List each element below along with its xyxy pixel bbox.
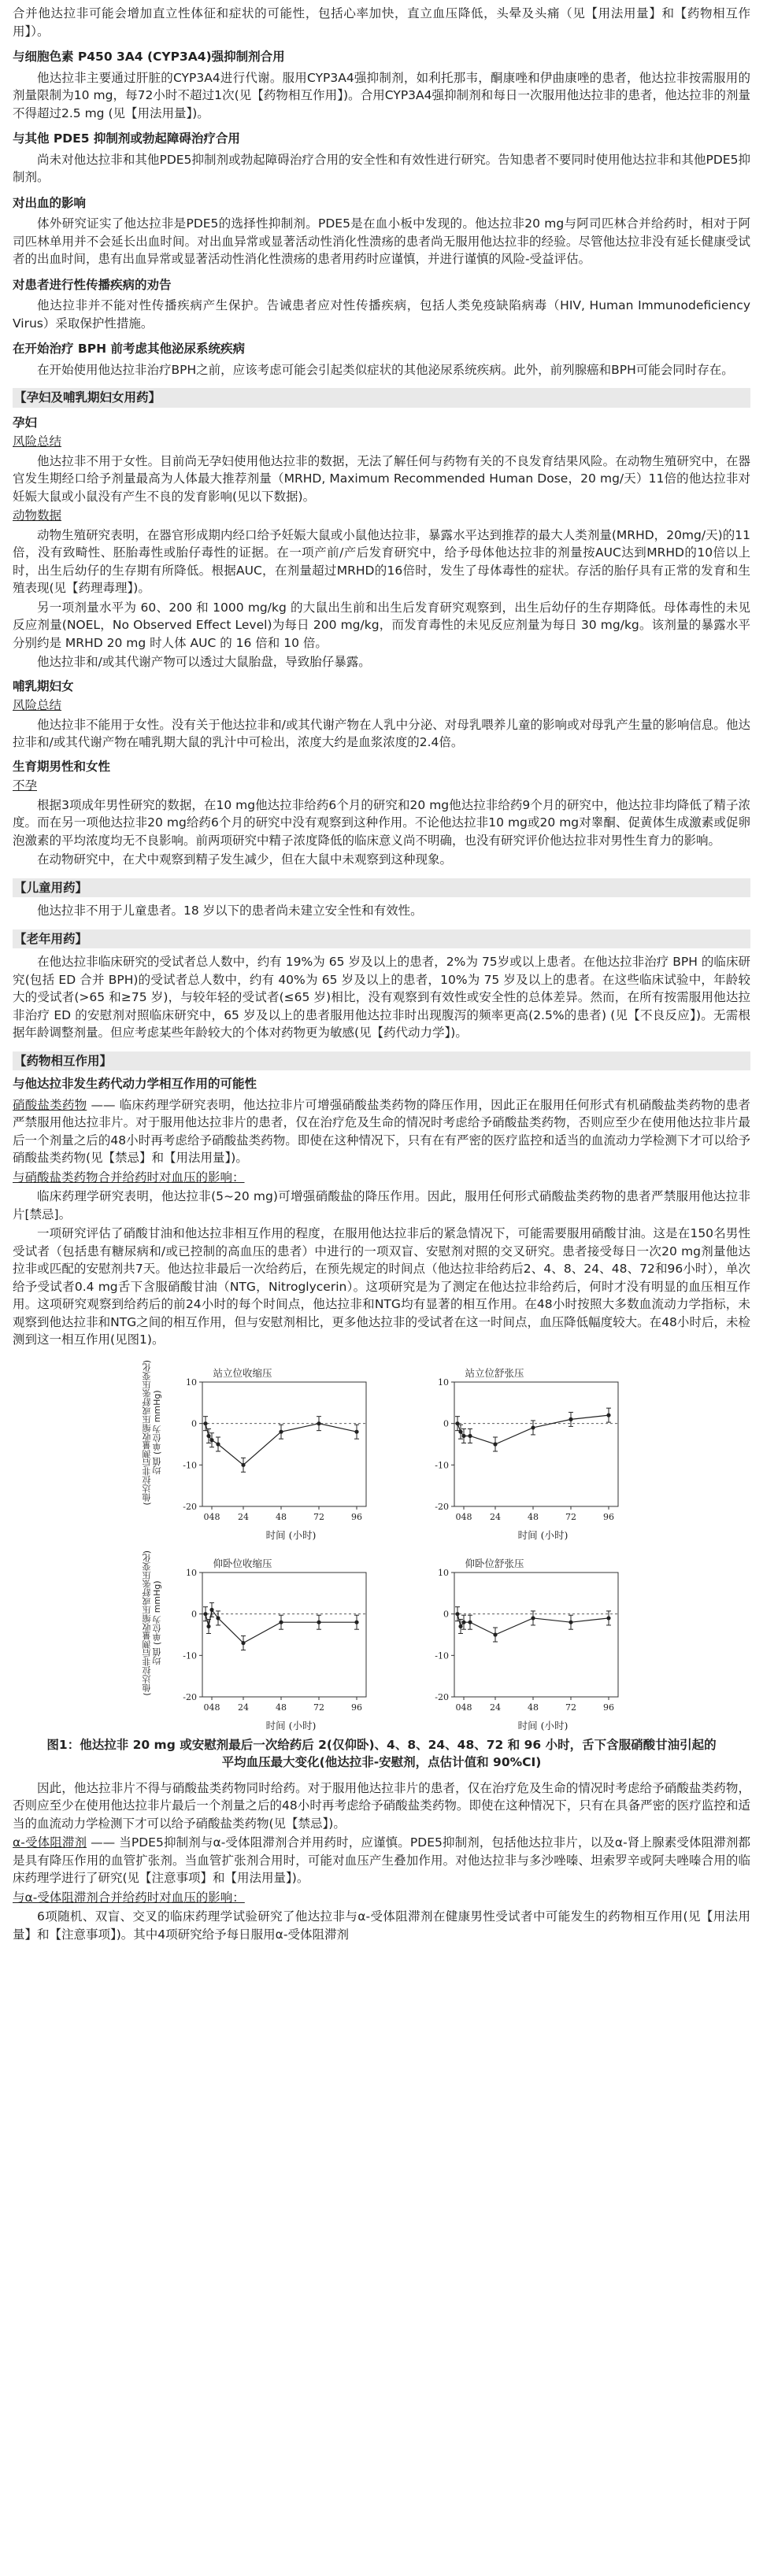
- x-tick-label: 96: [350, 1511, 362, 1522]
- x-tick-label: 48: [527, 1511, 539, 1522]
- paragraph-animal-2: 另一项剂量水平为 60、200 和 1000 mg/kg 的大鼠出生前和出生后发育研究观察到，出生后幼仔的生存期降低。母体毒性的未见反应剂量(NOEL，No Observed Effect Level)为每日 200 mg/kg，而发育毒性的未见反应剂量为每日 30 mg/kg。该剂量的暴露水平分别约是 MRHD 20 mg 时人体 AUC 的 16 倍和 10 倍。: [13, 600, 750, 650]
- subheading-pk-interactions: 与他达拉非发生药代动力学相互作用的可能性: [13, 1077, 257, 1091]
- plot-frame: [202, 1382, 366, 1506]
- y-axis-label-2: 均值 (单位为 mmHg): [151, 1580, 162, 1666]
- chart-title: 仰卧位收缩压: [213, 1557, 272, 1569]
- y-tick-label: 0: [443, 1418, 449, 1429]
- paragraph-alpha-blockers: [13, 1834, 750, 1887]
- data-point: [216, 1442, 220, 1446]
- y-tick-label: 10: [437, 1567, 449, 1578]
- data-point: [461, 1620, 465, 1624]
- data-point: [216, 1616, 220, 1620]
- data-point: [531, 1425, 535, 1429]
- y-tick-label: -20: [182, 1691, 197, 1702]
- data-point: [458, 1429, 462, 1433]
- paragraph-fertility-1: 根据3项成年男性研究的数据，在10 mg他达拉非给药6个月的研究和20 mg他达拉非给药9个月的研究中，他达拉非均降低了精子浓度。而在另一项他达拉非20 mg给药6个月的研究中没有观察到这种作用。不论他达拉非10 mg或20 mg对睾酮、促黄体生成激素或促卵泡激素的平均浓度均无不良影响。前两项研究中精子浓度降低的临床意义尚不明确，也没有研究评价他达拉非对男性生育力的影响。: [13, 797, 750, 848]
- section-header-pregnancy: 【孕妇及哺乳期妇女用药】: [13, 388, 750, 408]
- subheading-fertility: 生育期男性和女性: [13, 759, 111, 774]
- x-tick-label: 72: [565, 1702, 576, 1713]
- y-axis-label-1: (他达拉非后测量收缩压或舒张压变化): [141, 1360, 152, 1506]
- data-point: [455, 1612, 459, 1616]
- x-tick-label: 24: [489, 1511, 501, 1522]
- data-point: [461, 1433, 465, 1437]
- chart-title: 站立位舒张压: [465, 1366, 524, 1379]
- y-tick-label: -20: [434, 1501, 449, 1512]
- x-tick-label: 24: [237, 1702, 249, 1713]
- x-tick-label: 048: [203, 1511, 220, 1522]
- paragraph-animal-3: 他达拉非和/或其代谢产物可以透过大鼠胎盘，导致胎仔暴露。: [37, 655, 371, 669]
- data-point: [606, 1413, 610, 1417]
- paragraph-nitrates: [13, 1096, 750, 1167]
- data-point: [493, 1632, 497, 1636]
- paragraph-pediatric: 他达拉非不用于儿童患者。18 岁以下的患者尚未建立安全性和有效性。: [37, 904, 423, 918]
- y-tick-label: -10: [434, 1650, 449, 1661]
- data-point: [468, 1433, 472, 1437]
- paragraph-nitrate-bp-1: 临床药理学研究表明，他达拉非(5~20 mg)可增强硝酸盐的降压作用。因此，服用任何形式硝酸盐类药物的患者严禁服用他达拉非片[禁忌]。: [13, 1189, 750, 1221]
- x-tick-label: 72: [313, 1702, 324, 1713]
- intro-paragraph: 合并他达拉非可能会增加直立性体征和症状的可能性，包括心率加快，直立血压降低，头晕及头痛（见【用法用量】和【药物相互作用】）。: [13, 6, 750, 39]
- paragraph-nitrate-bp-2: 一项研究评估了硝酸甘油和他达拉非相互作用的程度，在服用他达拉非后的紧急情况下，可能需要服用硝酸甘油。这是在150名男性受试者（包括患有糖尿病和/或已控制的高血压的患者）中进行的一项双盲、安慰剂对照的交叉研究。患者接受每日一次20 mg剂量他达拉非或匹配的安慰剂共7天。他达拉非最后一次给药后，在预先规定的时间点（他达拉非给药后2、4、8、24、48、72和96小时），单次给予受试者0.4 mg舌下含服硝酸甘油（NTG，Nitroglycerin）。这项研究是为了测定在他达拉非给药后，何时才没有明显的血压相互作用。这项研究观察到给药后的前24小时的每个时间点，他达拉非和NTG均有显著的相互作用。在48小时按照大多数血流动力学指标，未观察到他达拉非和NTG之间的相互作用，但与安慰剂相比，更多他达拉非的受试者在这一时间点，血压降低幅度较大。在48小时后，未检测到这一相互作用(见图1)。: [13, 1226, 750, 1347]
- figure-caption: 图1：他达拉非 20 mg 或安慰剂最后一次给药后 2(仅仰卧)、4、8、24、48、72 和 96 小时，舌下含服硝酸甘油引起的平均血压最大变化(他达拉非-安慰剂，点估计值和 90%CI): [46, 1737, 717, 1769]
- x-tick-label: 48: [275, 1511, 287, 1522]
- paragraph-bleeding: 体外研究证实了他达拉非是PDE5的选择性抑制剂。PDE5是在血小板中发现的。他达拉非20 mg与阿司匹林合并给药时，相对于阿司匹林单用并不会延长出血时间。对出血异常或显著活动性消化性溃疡的患者尚无服用他达拉非的经验。尽管他达拉非没有延长健康受试者的出血时间，患有出血异常或显著活动性消化性溃疡的患者用药时应谨慎，并进行谨慎的风险-受益评估。: [13, 216, 750, 266]
- paragraph-pregnancy-risk: 他达拉非不用于女性。目前尚无孕妇使用他达拉非的数据，无法了解任何与药物有关的不良发育结果风险。在动物生殖研究中，在器官发生期经口给予剂量最高为人体最大推荐剂量（MRHD, Maximum Recommended Human Dose，20 mg/天）11倍的他达拉非对妊娠大鼠或小鼠没有产生不良的发育影响(见以下数据)。: [13, 453, 750, 504]
- x-tick-label: 048: [455, 1702, 472, 1713]
- y-tick-label: -10: [182, 1459, 197, 1470]
- data-point: [317, 1620, 320, 1624]
- subheading-nitrate-bp: 与硝酸盐类药物合并给药时对血压的影响：: [13, 1170, 245, 1185]
- subheading-risk-summary-2: 风险总结: [13, 698, 62, 712]
- paragraph-cyp3a4: 他达拉非主要通过肝脏的CYP3A4进行代谢。服用CYP3A4强抑制剂，如利托那韦，酮康唑和伊曲康唑的患者，他达拉非按需服用的剂量限制为10 mg，每72小时不超过1次(见【药物相互作用】)。合用CYP3A4强抑制剂和每日一次服用他达拉非的患者，他达拉非的剂量不得超过2.5 mg (见【用法用量】)。: [13, 70, 750, 120]
- data-point: [606, 1616, 610, 1620]
- alpha-blocker-label: α-受体阻滞剂: [13, 1835, 87, 1850]
- nitrates-text: —— 临床药理学研究表明，他达拉非片可增强硝酸盐类药物的降压作用，因此正在服用任何形式有机硝酸盐类药物的患者严禁服用他达拉非片。对于服用他达拉非片的患者，仅在治疗危及生命的情况时考虑给予硝酸盐类药物，否则应至少在使用他达拉非片最后一个剂量之后的48小时再考虑给予硝酸盐类药物。即使在这种情况下，只有在有严密的医疗监控和适当的血流动力学检测下才可以给予硝酸盐类药物(见【禁忌】和【用法用量】)。: [13, 1097, 750, 1165]
- paragraph-geriatric: 在他达拉非临床研究的受试者总人数中，约有 19%为 65 岁及以上的患者，2%为 75岁或以上患者。在他达拉非治疗 BPH 的临床研究(包括 ED 合并 BPH)的受试者总人数中，约有 40%为 65 岁及以上的患者，10%为 75 岁及以上的患者。在这些临床试验中，年龄较大的受试者(>65 和≥75 岁)，与较年轻的受试者(≤65 岁)相比，没有观察到有效性或安全性的总体差异。然而，在所有按需服用他达拉非治疗 ED 的安慰剂对照临床研究中，65 岁及以上的患者服用他达拉非时出现腹泻的频率更高(2.5%的患者) (见【不良反应】)。无需根据年龄调整剂量。但应考虑某些年龄较大的个体对药物更为敏感(见【药代动力学】)。: [13, 955, 750, 1040]
- plot-frame: [454, 1382, 618, 1506]
- paragraph-lactation: 他达拉非不能用于女性。没有关于他达拉非和/或其代谢产物在人乳中分泌、对母乳喂养儿童的影响或对母乳产生量的影响信息。他达拉非和/或其代谢产物在哺乳期大鼠的乳汁中可检出，浓度大约是血浆浓度的2.4倍。: [13, 717, 750, 749]
- y-axis-label-2: 均值 (单位为 mmHg): [151, 1390, 162, 1476]
- section-heading-pde5: 与其他 PDE5 抑制剂或勃起障碍治疗合用: [13, 131, 240, 146]
- chart-panel: [130, 1358, 382, 1541]
- x-tick-label: 72: [565, 1511, 576, 1522]
- x-tick-label: 24: [237, 1511, 249, 1522]
- paragraph-pde5: 尚未对他达拉非和其他PDE5抑制剂或勃起障碍治疗合用的安全性和有效性进行研究。告知患者不要同时使用他达拉非和其他PDE5抑制剂。: [13, 152, 750, 184]
- subheading-animal-data: 动物数据: [13, 508, 62, 523]
- x-tick-label: 72: [313, 1511, 324, 1522]
- data-point: [569, 1620, 572, 1624]
- data-point: [241, 1462, 245, 1466]
- data-point: [531, 1616, 535, 1620]
- data-point: [317, 1421, 320, 1425]
- x-axis-label: 时间 (小时): [517, 1528, 569, 1541]
- paragraph-animal-1: 动物生殖研究表明，在器官形成期内经口给予妊娠大鼠或小鼠他达拉非，暴露水平达到推荐的最大人类剂量(MRHD，20mg/天)的11倍，没有致畸性、胚胎毒性或胎仔毒性的证据。在一项产前/产后发育研究中，给予母体他达拉非的剂量按AUC达到MRHD的10倍以上时，出生后幼仔的生存期有所降低。根据AUC，在剂量超过MRHD的16倍时，发生了母体毒性的症状。存活的胎仔具有正常的发育和生殖表现(见【药理毒理】)。: [13, 527, 750, 595]
- plot-frame: [454, 1573, 618, 1697]
- y-tick-label: 10: [185, 1567, 197, 1578]
- chart-title: 仰卧位舒张压: [465, 1557, 524, 1569]
- paragraph-bph: 在开始使用他达拉非治疗BPH之前，应该考虑可能会引起类似症状的其他泌尿系统疾病。此外，前列腺癌和BPH可能会同时存在。: [37, 362, 734, 377]
- section-header-interactions: 【药物相互作用】: [13, 1051, 750, 1071]
- y-axis-label-1: (他达拉非后测量收缩压或舒张压变化): [141, 1550, 152, 1696]
- chart-svg: [382, 1358, 634, 1541]
- y-tick-label: 0: [443, 1609, 449, 1620]
- x-tick-label: 48: [275, 1702, 287, 1713]
- y-tick-label: 10: [185, 1377, 197, 1388]
- y-tick-label: 0: [191, 1418, 197, 1429]
- chart-title: 站立位收缩压: [213, 1366, 272, 1379]
- paragraph-alpha-bp: 6项随机、双盲、交叉的临床药理学试验研究了他达拉非与α-受体阻滞剂在健康男性受试者中可能发生的药物相互作用(见【用法用量】和【注意事项】)。其中4项研究给予每日服用α-受体阻滞剂: [13, 1909, 750, 1942]
- data-point: [279, 1620, 283, 1624]
- subheading-pregnancy: 孕妇: [13, 415, 38, 430]
- section-heading-cyp3a4: 与细胞色素 P450 3A4 (CYP3A4)强抑制剂合用: [13, 50, 285, 64]
- data-point: [279, 1429, 283, 1433]
- data-point: [206, 1624, 210, 1628]
- section-heading-bleeding: 对出血的影响: [13, 195, 87, 210]
- chart-panel: [382, 1358, 634, 1541]
- data-point: [203, 1421, 207, 1425]
- plot-frame: [202, 1573, 366, 1697]
- x-tick-label: 048: [455, 1511, 472, 1522]
- paragraph-std: 他达拉非并不能对性传播疾病产生保护。告诫患者应对性传播疾病，包括人类免疫缺陷病毒（HIV, Human Immunodeficiency Virus）采取保护性措施。: [13, 298, 750, 331]
- section-header-geriatric: 【老年用药】: [13, 930, 750, 949]
- data-point: [241, 1640, 245, 1644]
- chart-panel: [382, 1549, 634, 1732]
- nitrates-label: 硝酸盐类药物: [13, 1097, 87, 1112]
- figure-1: [130, 1358, 634, 1732]
- x-tick-label: 24: [489, 1702, 501, 1713]
- x-axis-label: 时间 (小时): [517, 1719, 569, 1732]
- subheading-risk-summary: 风险总结: [13, 434, 62, 449]
- data-point: [569, 1417, 572, 1421]
- x-tick-label: 48: [527, 1702, 539, 1713]
- chart-svg: [130, 1549, 382, 1732]
- subheading-infertility: 不孕: [13, 778, 38, 793]
- data-point: [209, 1607, 213, 1611]
- section-header-pediatric: 【儿童用药】: [13, 878, 750, 898]
- x-tick-label: 048: [203, 1702, 220, 1713]
- section-heading-bph: 在开始治疗 BPH 前考虑其他泌尿系统疾病: [13, 342, 245, 356]
- alpha-blocker-text: —— 当PDE5抑制剂与α-受体阻滞剂合并用药时，应谨慎。PDE5抑制剂，包括他达拉非片，以及α-肾上腺素受体阻滞剂都是具有降压作用的血管扩张剂。当血管扩张剂合用时，可能对血压产生叠加作用。对他达拉非与多沙唑嗪、坦索罗辛或阿夫唑嗪合用的临床药理学进行了研究(见【注意事项】和【用法用量】)。: [13, 1835, 751, 1885]
- x-axis-label: 时间 (小时): [265, 1528, 317, 1541]
- data-point: [206, 1433, 210, 1437]
- y-tick-label: -10: [182, 1650, 197, 1661]
- paragraph-fertility-2: 在动物研究中，在犬中观察到精子发生减少，但在大鼠中未观察到这种现象。: [37, 852, 453, 867]
- y-tick-label: -10: [434, 1459, 449, 1470]
- x-tick-label: 96: [602, 1702, 614, 1713]
- y-tick-label: 0: [191, 1609, 197, 1620]
- chart-svg: [130, 1358, 382, 1541]
- x-axis-label: 时间 (小时): [265, 1719, 317, 1732]
- data-point: [354, 1620, 358, 1624]
- subheading-lactation: 哺乳期妇女: [13, 678, 74, 693]
- y-tick-label: -20: [434, 1691, 449, 1702]
- paragraph-nitrate-bp-3: 因此，他达拉非片不得与硝酸盐类药物同时给药。对于服用他达拉非片的患者，仅在治疗危及生命的情况时考虑给予硝酸盐类药物，否则应至少在使用他达拉非片最后一个剂量之后的48小时再考虑给予硝酸盐类药物。即使在这种情况下，只有在具备严密的医疗监控和适当的血流动力学检测下才可以给予硝酸盐类药物(见【禁忌】)。: [13, 1780, 750, 1831]
- data-point: [468, 1620, 472, 1624]
- x-tick-label: 96: [602, 1511, 614, 1522]
- data-point: [209, 1438, 213, 1442]
- subheading-alpha-bp: 与α-受体阻滞剂合并给药时对血压的影响：: [13, 1890, 245, 1905]
- y-tick-label: 10: [437, 1377, 449, 1388]
- data-point: [203, 1612, 207, 1616]
- section-heading-std: 对患者进行性传播疾病的劝告: [13, 277, 172, 292]
- data-point: [458, 1624, 462, 1628]
- data-point: [354, 1429, 358, 1433]
- chart-svg: [382, 1549, 634, 1732]
- data-point: [493, 1442, 497, 1446]
- x-tick-label: 96: [350, 1702, 362, 1713]
- chart-panel: [130, 1549, 382, 1732]
- y-tick-label: -20: [182, 1501, 197, 1512]
